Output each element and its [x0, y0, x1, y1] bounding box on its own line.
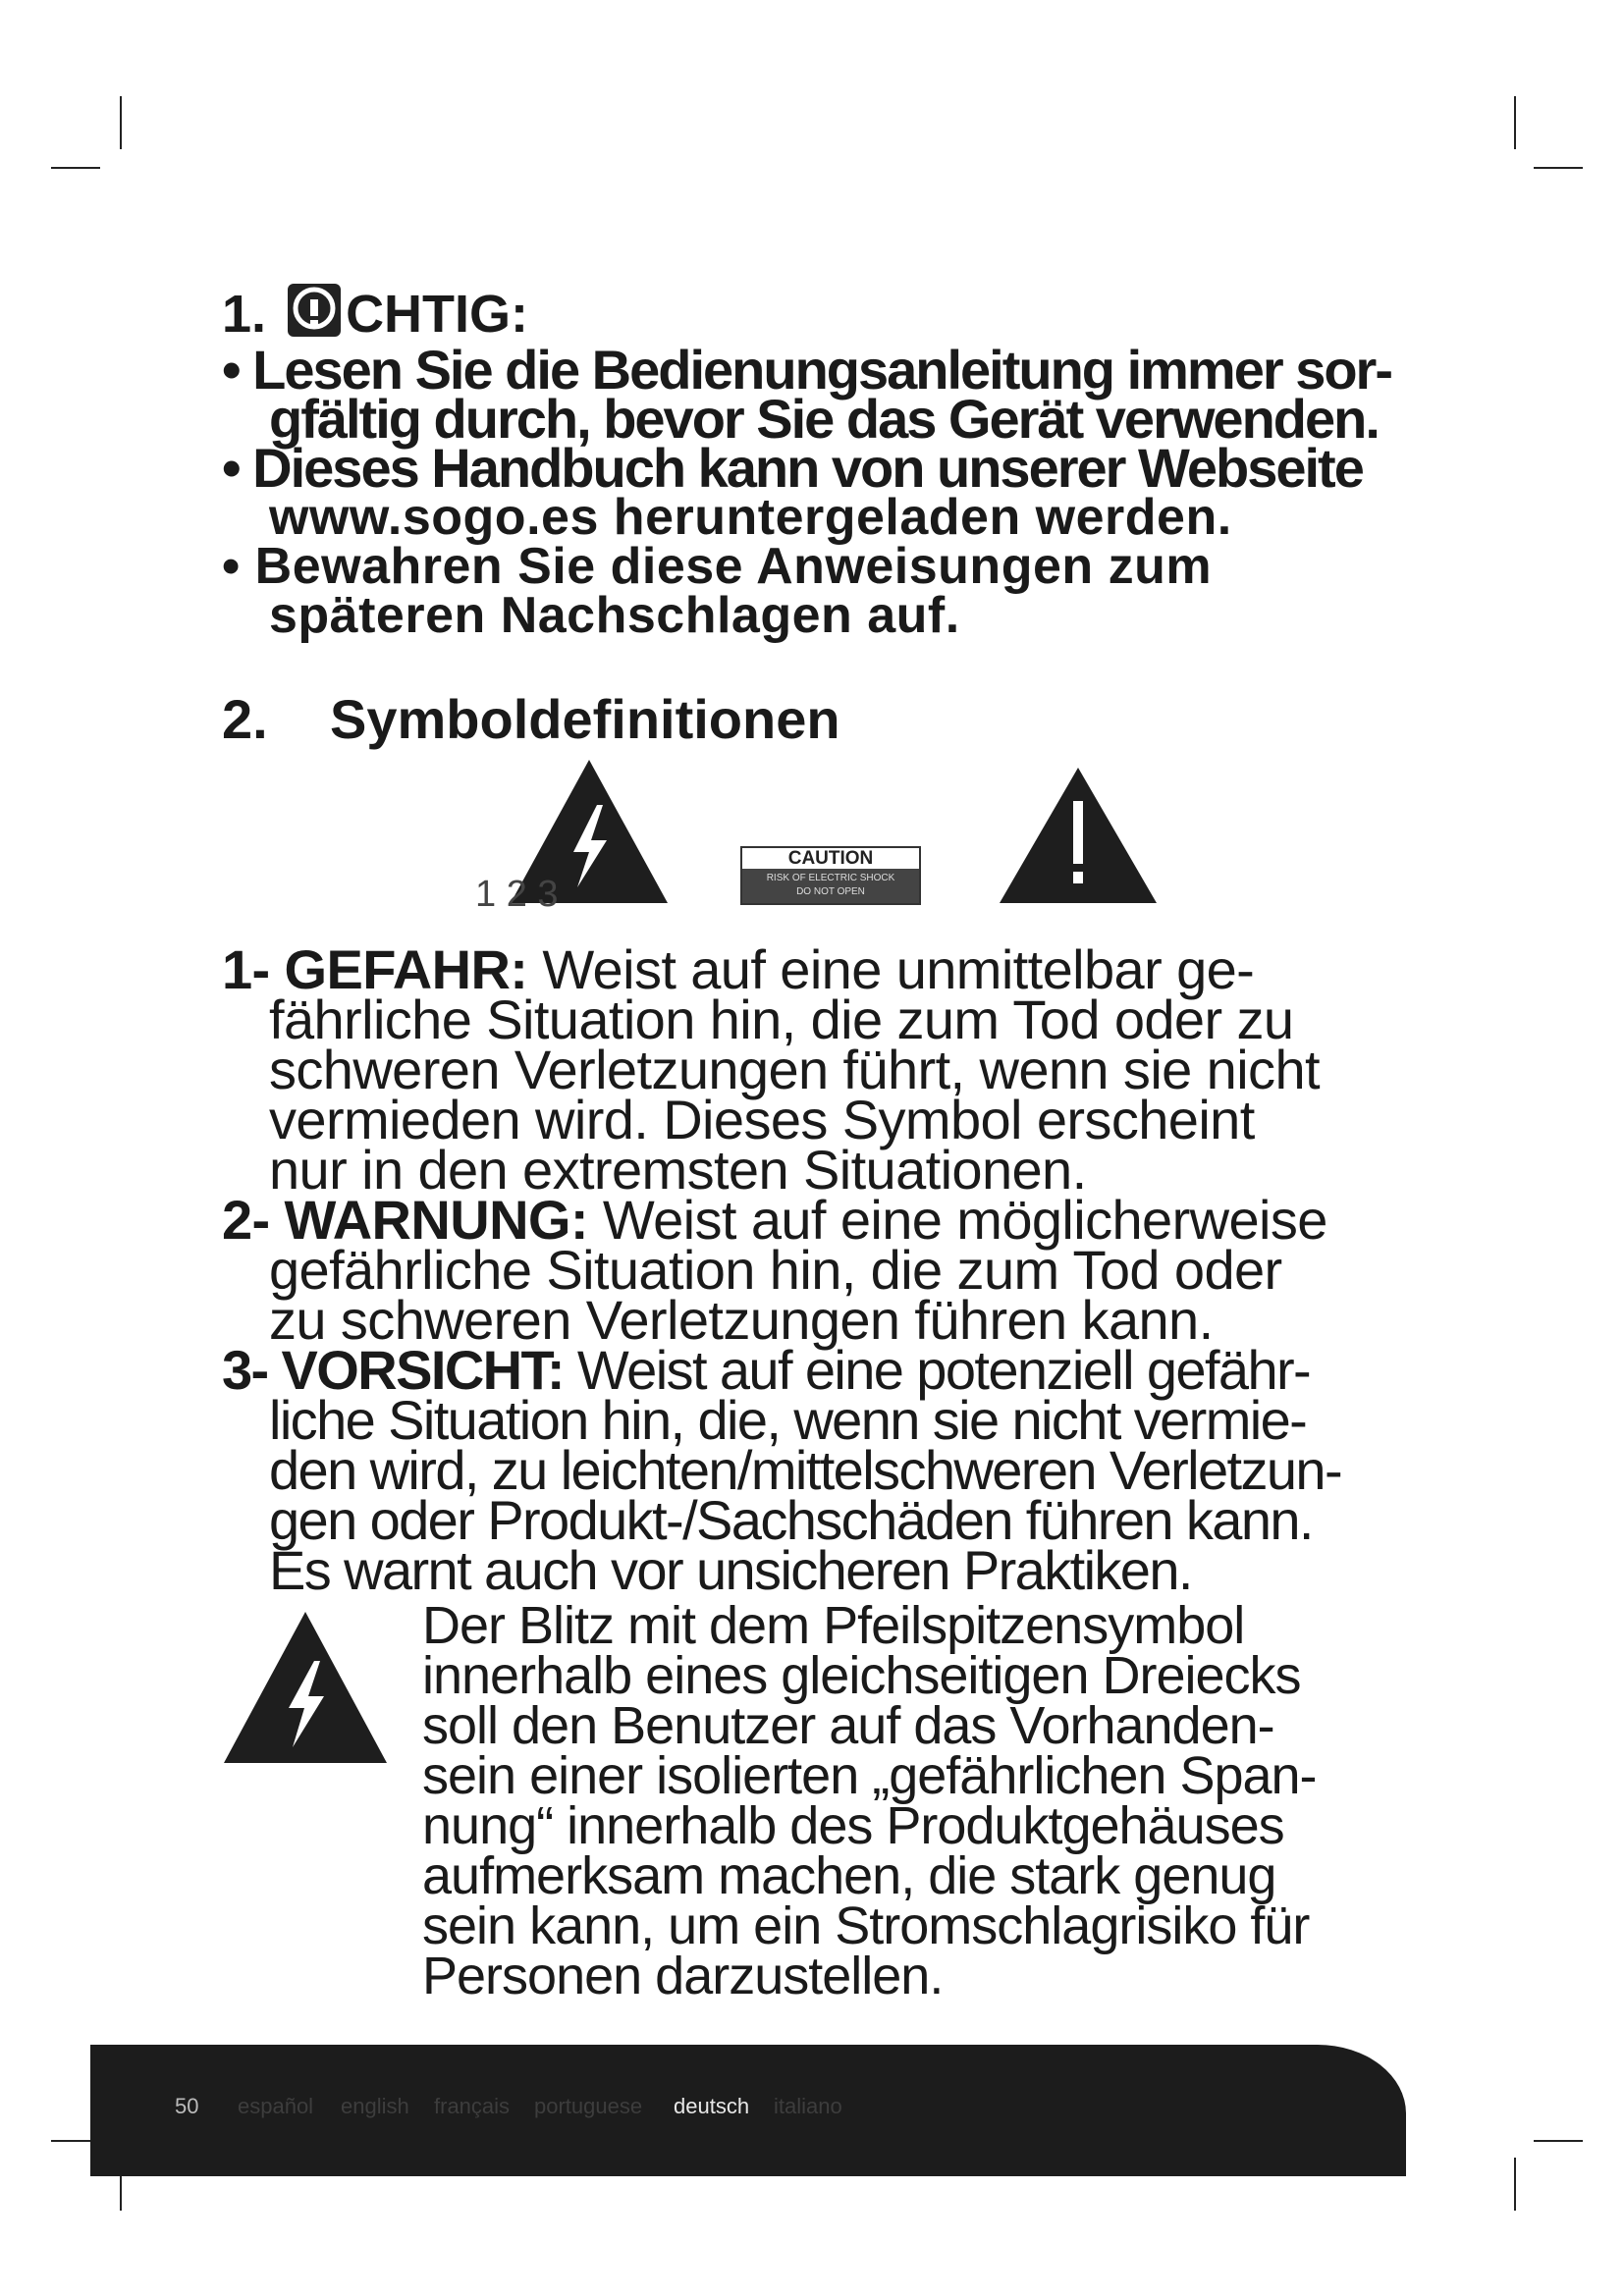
definition-vorsicht-label: 3- VORSICHT: — [222, 1339, 564, 1401]
lightning-text-line-3: soll den Benutzer auf das Vorhanden- — [422, 1696, 1274, 1755]
lightning-text-line-1: Der Blitz mit dem Pfeilspitzensymbol — [422, 1596, 1245, 1655]
exclamation-triangle-icon — [998, 766, 1159, 905]
bullet-1-line-2: gfältig durch, bevor Sie das Gerät verwenden. — [269, 388, 1379, 450]
definition-warnung-line-1 — [222, 1189, 1327, 1251]
section1-title: CHTIG: — [346, 285, 529, 344]
lightning-text-line-7: sein kann, um ein Stromschlagrisiko für — [422, 1896, 1310, 1955]
lightning-triangle-icon — [222, 1610, 389, 1765]
section1-heading — [222, 283, 528, 345]
definition-gefahr-line-3: schweren Verletzungen führt, wenn sie nicht — [269, 1039, 1320, 1100]
section2-number: 2. — [222, 688, 268, 750]
symbol-numbers: 1 2 3 — [475, 874, 559, 915]
language-english[interactable]: english — [341, 2094, 409, 2118]
bullet-2-line-1: • Dieses Handbuch kann von unserer Webseite — [222, 437, 1363, 499]
bullet-3-line-1: • Bewahren Sie diese Anweisungen zum — [222, 538, 1213, 595]
crop-mark — [1514, 96, 1516, 149]
definition-vorsicht-line-5: Es warnt auch vor unsicheren Praktiken. — [269, 1539, 1192, 1601]
definition-warnung-line-2: gefährliche Situation hin, die zum Tod oder — [269, 1239, 1282, 1301]
language-portuguese[interactable]: portuguese — [534, 2094, 643, 2118]
lightning-text-line-8: Personen darzustellen. — [422, 1947, 944, 2005]
caution-label-icon — [740, 846, 921, 905]
section2-title: Symboldefinitionen — [330, 688, 840, 750]
lightning-text-line-2: innerhalb eines gleichseitigen Dreiecks — [422, 1646, 1301, 1705]
definition-gefahr-line-5: nur in den extremsten Situationen. — [269, 1139, 1087, 1201]
definition-vorsicht-line-2: liche Situation hin, die, wenn sie nicht vermie- — [269, 1389, 1307, 1451]
section2-heading — [222, 687, 840, 751]
definition-gefahr-line-1 — [222, 938, 1255, 1000]
definition-vorsicht-line-3: den wird, zu leichten/mittelschweren Verletzun- — [269, 1439, 1342, 1501]
page-number: 50 — [175, 2094, 199, 2118]
crop-mark — [1534, 2140, 1583, 2142]
definition-warnung-line-3: zu schweren Verletzungen führen kann. — [269, 1289, 1214, 1351]
crop-mark — [120, 96, 122, 149]
definition-gefahr-line-4: vermieden wird. Dieses Symbol erscheint — [269, 1089, 1255, 1150]
footer-bar — [90, 2045, 1406, 2176]
caution-line-1: RISK OF ELECTRIC SHOCK — [766, 873, 895, 883]
definition-warnung-text: Weist auf eine möglicherweise — [587, 1189, 1327, 1251]
lightning-text-line-4: sein einer isolierten „gefährlichen Span- — [422, 1746, 1317, 1805]
crop-mark — [1514, 2158, 1516, 2211]
info-icon — [287, 283, 342, 338]
definition-vorsicht-line-4: gen oder Produkt-/Sachschäden führen kann. — [269, 1489, 1313, 1551]
language-espanol[interactable]: español — [238, 2094, 314, 2118]
caution-subtext — [742, 869, 919, 903]
bullet-1-line-1: • Lesen Sie die Bedienungsanleitung immer sor- — [222, 339, 1391, 400]
language-francais[interactable]: français — [434, 2094, 511, 2118]
bullet-2-line-2: www.sogo.es heruntergeladen werden. — [269, 489, 1232, 546]
lightning-text-line-6: aufmerksam machen, die stark genug — [422, 1846, 1276, 1905]
definition-vorsicht-text: Weist auf eine potenziell gefähr- — [563, 1339, 1311, 1401]
definition-gefahr-text: Weist auf eine unmittelbar ge- — [527, 938, 1255, 1000]
language-deutsch[interactable]: deutsch — [674, 2094, 750, 2118]
definition-gefahr-label: 1- GEFAHR: — [222, 938, 528, 1000]
lightning-text-line-5: nung“ innerhalb des Produktgehäuses — [422, 1796, 1284, 1855]
crop-mark — [51, 167, 100, 169]
definition-vorsicht-line-1 — [222, 1339, 1311, 1401]
caution-line-2: DO NOT OPEN — [796, 886, 865, 897]
language-italiano[interactable]: italiano — [774, 2094, 842, 2118]
definition-gefahr-line-2: fährliche Situation hin, die zum Tod oder zu — [269, 988, 1294, 1050]
bullet-3-line-2: späteren Nachschlagen auf. — [269, 587, 960, 644]
crop-mark — [1534, 167, 1583, 169]
section1-number: 1. — [222, 285, 267, 344]
caution-title: CAUTION — [787, 848, 874, 869]
definition-warnung-label: 2- WARNUNG: — [222, 1189, 588, 1251]
